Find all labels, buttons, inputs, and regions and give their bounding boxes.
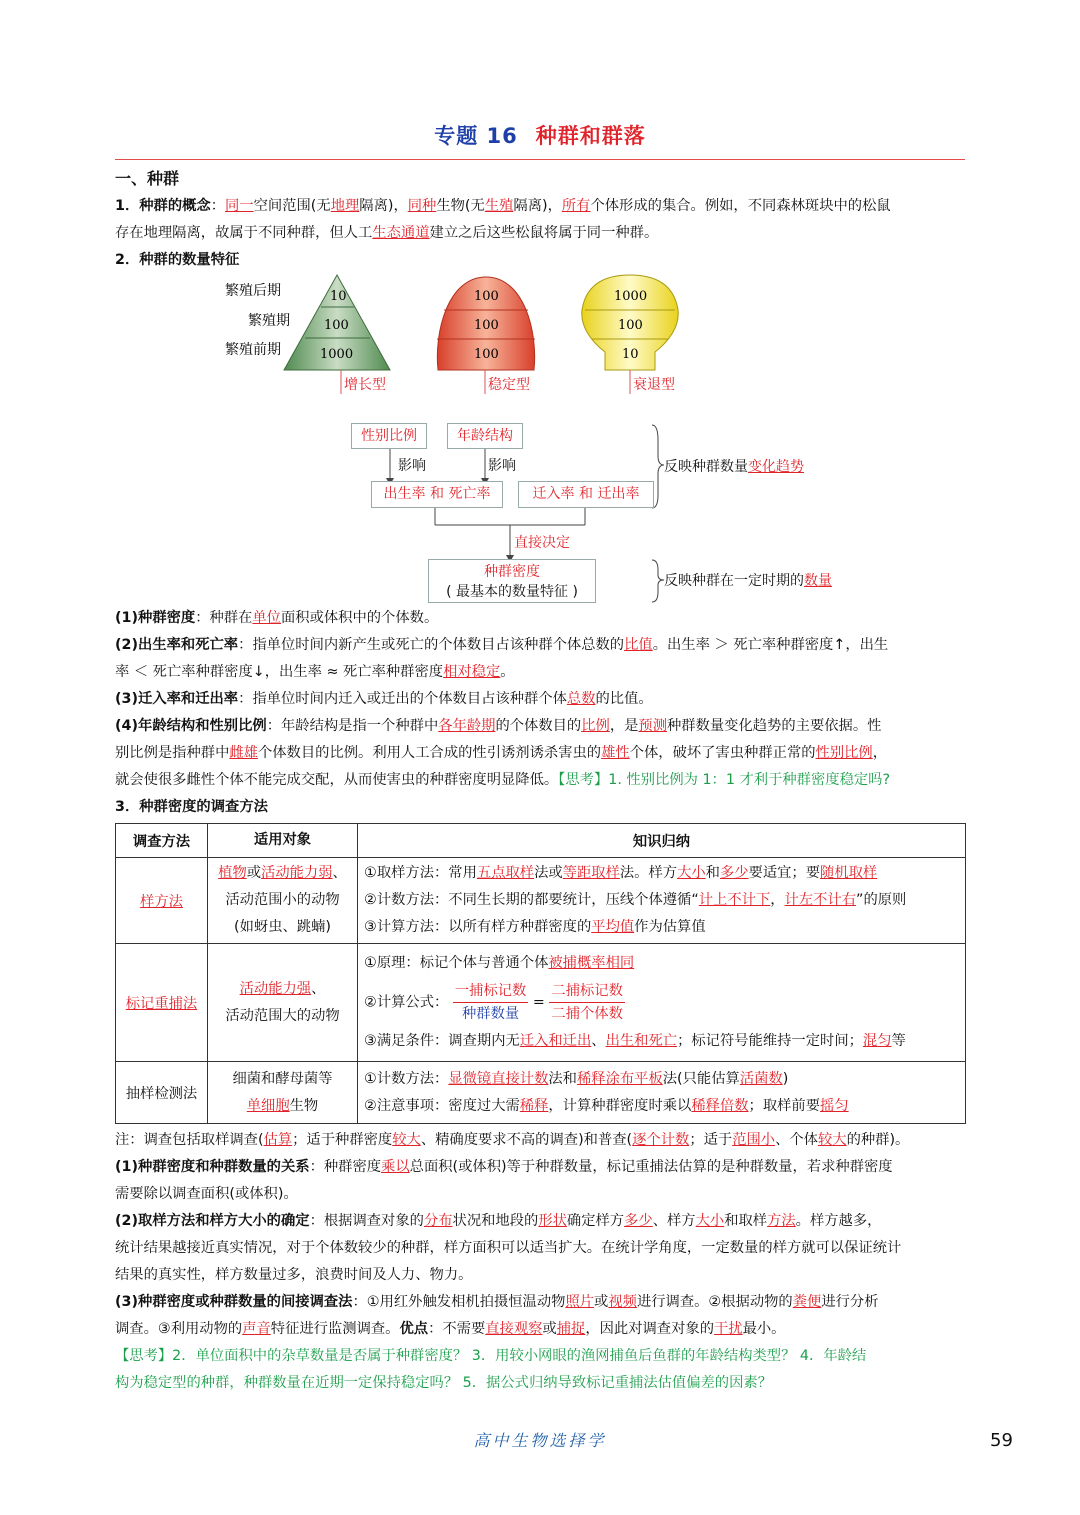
text: 和取样 xyxy=(724,1213,768,1229)
text: (如蚜虫、跳蝻) xyxy=(234,919,331,935)
text: 、 xyxy=(332,865,347,881)
text: 反映种群在一定时期的 xyxy=(664,573,804,589)
text: 状况和地段的 xyxy=(452,1213,539,1229)
key-term: 平均值 xyxy=(591,919,635,935)
notes xyxy=(115,1127,965,1397)
key-term: 活动能力弱 xyxy=(261,865,333,881)
formula-fraction xyxy=(453,980,528,1025)
text: 法和 xyxy=(548,1070,577,1087)
table-header-row xyxy=(116,824,966,858)
think-question: 【思考】2．单位面积中的杂草数量是否属于种群密度？ 3．用较小网眼的渔网捕鱼后鱼群的年龄结构类型？ 4．年龄结 xyxy=(115,1348,867,1364)
key-term: 被捕概率相同 xyxy=(548,955,635,971)
sex-ratio-box: 性别比例 xyxy=(351,423,427,449)
col-header: 知识归纳 xyxy=(358,824,966,858)
key-term: 干扰 xyxy=(714,1321,743,1337)
pyramid-label: 繁殖期 xyxy=(248,313,290,329)
key-term: 较大 xyxy=(392,1132,421,1148)
text: 率 ＜ 死亡率种群密度↓，出生率 ≈ 死亡率种群密度 xyxy=(115,664,444,680)
text: 建立之后这些松鼠将属于同一种群。 xyxy=(429,225,659,241)
footer-brand: 高中生物选择学 xyxy=(473,1431,607,1450)
key-term: 摇匀 xyxy=(820,1097,849,1114)
key-term: 植物 xyxy=(218,865,247,881)
numerator: 一捕标记数 xyxy=(453,980,528,1003)
method-name: 样方法 xyxy=(140,893,183,910)
key-term: 出生和死亡 xyxy=(605,1033,678,1049)
key-term: 雌雄 xyxy=(229,745,258,761)
col-header: 调查方法 xyxy=(116,824,208,858)
quantity-heading: 2．种群的数量特征 xyxy=(115,252,240,268)
def-heading: (2)出生率和死亡率 xyxy=(115,637,239,653)
text: 等 xyxy=(891,1033,906,1049)
key-term: 性别比例 xyxy=(815,745,873,761)
key-term: 生殖 xyxy=(484,198,514,214)
pyramid-value: 10 xyxy=(622,347,639,362)
text: ；适于 xyxy=(689,1132,733,1148)
method-name: 抽样检测法 xyxy=(125,1085,198,1102)
survey-methods-table xyxy=(115,823,966,1124)
key-term: 比例 xyxy=(581,718,610,734)
text: 隔离)， xyxy=(359,198,408,214)
def-heading: (4)年龄结构和性别比例 xyxy=(115,718,267,734)
section-heading: 一、种群 xyxy=(115,169,180,188)
text: 个体数目的比例。利用人工合成的性引诱剂诱杀害虫的 xyxy=(257,745,602,761)
denominator: 种群数量 xyxy=(462,1006,520,1022)
text: 、样方 xyxy=(652,1213,696,1229)
concept-paragraph xyxy=(115,193,965,247)
denominator: 二捕个体数 xyxy=(551,1006,623,1022)
key-term: 声音 xyxy=(242,1321,271,1337)
key-term: 迁入和迁出 xyxy=(519,1033,592,1049)
note-heading: (2)取样方法和样方大小的确定 xyxy=(115,1213,310,1229)
key-term: 分布 xyxy=(423,1213,453,1229)
text: ：指单位时间内迁入或迁出的个体数目占该种群个体 xyxy=(238,691,567,707)
key-term: 优点 xyxy=(399,1321,429,1337)
pyramid-value: 100 xyxy=(474,289,499,304)
age-structure-box: 年龄结构 xyxy=(447,423,523,449)
text: 别比例是指种群中 xyxy=(115,745,230,761)
table-row xyxy=(116,1062,966,1124)
type-label: 稳定型 xyxy=(488,377,530,393)
key-term: 多少 xyxy=(624,1213,653,1229)
key-term: 各年龄期 xyxy=(438,718,496,734)
topic-name: 种群和群落 xyxy=(535,124,646,148)
equals-sign: = xyxy=(532,994,545,1011)
page-number: 59 xyxy=(990,1430,1013,1451)
text: 细菌和酵母菌等 xyxy=(232,1070,333,1087)
text: 就会使很多雌性个体不能完成交配，从而使害虫的种群密度明显降低。 xyxy=(115,772,559,788)
key-term: 五点取样 xyxy=(476,865,535,881)
pyramid-value: 10 xyxy=(330,289,347,304)
key-term: 照片 xyxy=(565,1294,595,1310)
key-term: 生态通道 xyxy=(372,225,430,241)
text: 个体形成的集合。例如，不同森林斑块中的松鼠 xyxy=(590,198,891,214)
text: 存在地理隔离，故属于不同种群，但人工 xyxy=(115,225,373,241)
text: 活动范围大的动物 xyxy=(225,1007,340,1024)
key-term: 方法 xyxy=(767,1213,796,1229)
survey-heading: 3．种群密度的调查方法 xyxy=(115,799,268,815)
text: ③满足条件：调查期内无 xyxy=(364,1033,520,1049)
text: ①原理：标记个体与普通个体 xyxy=(364,955,549,971)
text: ②计数方法：不同生长期的都要统计，压线个体遵循“ xyxy=(364,892,699,908)
text: 活动范围小的动物 xyxy=(225,892,340,908)
key-term: 随机取样 xyxy=(820,865,878,881)
text: 调查。③利用动物的 xyxy=(115,1321,243,1337)
pyramid-value: 100 xyxy=(474,347,499,362)
key-term: 计上不计下 xyxy=(698,892,771,908)
text: ： xyxy=(210,198,226,214)
key-term: 较大 xyxy=(817,1132,847,1148)
text: 作为估算值 xyxy=(634,919,706,935)
brace-note xyxy=(664,456,804,476)
key-term: 估算 xyxy=(263,1132,293,1148)
migration-box: 迁入率 和 迁出率 xyxy=(518,481,654,508)
key-term: 变化趋势 xyxy=(748,459,804,475)
text: 进行分析 xyxy=(821,1294,879,1310)
text: 特征进行监测调查。 xyxy=(270,1321,400,1337)
age-structure-diagram xyxy=(220,272,700,397)
text: 空间范围(无 xyxy=(253,198,331,214)
affect-label: 影响 xyxy=(398,458,426,474)
key-term: 混匀 xyxy=(862,1033,892,1049)
key-term: 形状 xyxy=(538,1213,567,1229)
text: ，是 xyxy=(609,718,639,734)
text: 需要除以调查面积(或体积)。 xyxy=(115,1186,298,1202)
text: 结果的真实性，样方数量过多，浪费时间及人力、物力。 xyxy=(115,1267,473,1283)
key-term: 大小 xyxy=(695,1213,725,1229)
key-term: 乘以 xyxy=(381,1159,410,1175)
text: 或 xyxy=(246,865,262,881)
key-term: 稀释涂布平板 xyxy=(576,1070,663,1087)
text: 个体，破坏了害虫种群正常的 xyxy=(629,745,816,761)
key-term: 显微镜直接计数 xyxy=(448,1070,549,1087)
text: ：根据调查对象的 xyxy=(309,1213,424,1229)
text: 。出生率 ＞ 死亡率种群密度↑，出生 xyxy=(652,637,889,653)
text: 的比值。 xyxy=(595,691,653,707)
note-heading: (3)种群密度或种群数量的间接调查法 xyxy=(115,1294,353,1310)
brace-note xyxy=(664,570,832,590)
text: 或 xyxy=(594,1294,609,1310)
text: 。 xyxy=(500,664,515,680)
pyramid-value: 100 xyxy=(618,318,643,333)
text: 隔离)， xyxy=(513,198,562,214)
text: 和 xyxy=(705,865,720,881)
think-question: 构为稳定型的种群，种群数量在近期一定保持稳定吗？ 5．据公式归纳导致标记重捕法估值偏差的因素？ xyxy=(115,1375,772,1391)
note-heading: (1)种群密度和种群数量的关系 xyxy=(115,1159,310,1175)
key-term: 视频 xyxy=(608,1294,637,1310)
page-title xyxy=(0,120,1080,150)
text: ；标记符号能维持一定时间； xyxy=(677,1033,863,1049)
text: ：种群密度 xyxy=(309,1159,382,1175)
key-term: 地理 xyxy=(330,198,360,214)
text: 生物 xyxy=(289,1097,319,1114)
text: 法(只能估算 xyxy=(662,1070,740,1087)
density-title: 种群密度 xyxy=(484,564,540,580)
def-heading: (3)迁入率和迁出率 xyxy=(115,691,239,707)
key-term: 同种 xyxy=(407,198,437,214)
density-sub: ( 最基本的数量特征 ) xyxy=(446,584,578,600)
object-cell xyxy=(208,858,358,944)
key-term: 稀释倍数 xyxy=(691,1097,749,1114)
key-term: 活动能力强 xyxy=(239,980,312,997)
text: ：年龄结构是指一个种群中 xyxy=(266,718,439,734)
pyramid-label: 繁殖后期 xyxy=(225,283,281,299)
text: ：①用红外触发相机拍摄恒温动物 xyxy=(352,1294,566,1310)
text: ，因此对调查对象的 xyxy=(585,1321,714,1337)
key-term: 预测 xyxy=(638,718,667,734)
key-term: 捕捉 xyxy=(556,1321,586,1337)
col-header: 适用对象 xyxy=(208,824,358,858)
text: 种群数量变化趋势的主要依据。性 xyxy=(667,718,882,734)
text: ②注意事项：密度过大需 xyxy=(364,1097,520,1114)
text: ，计算种群密度时乘以 xyxy=(548,1097,692,1114)
text: 统计结果越接近真实情况，对于个体数较少的种群，样方面积可以适当扩大。在统计学角度，一定数量的样方就可以保证统计 xyxy=(115,1240,902,1256)
text: ③计算方法：以所有样方种群密度的 xyxy=(364,919,592,935)
text: 、 xyxy=(311,980,326,997)
text: ；适于种群密度 xyxy=(292,1132,393,1148)
pyramid-label: 繁殖前期 xyxy=(225,342,281,358)
text: 要适宜；要 xyxy=(748,865,821,881)
density-box xyxy=(428,559,596,603)
text: 进行调查。②根据动物的 xyxy=(636,1294,793,1310)
text: ①取样方法：常用 xyxy=(364,865,477,881)
text: 、个体 xyxy=(775,1132,818,1148)
table-row xyxy=(116,944,966,1062)
formula-fraction xyxy=(549,980,624,1025)
affect-label: 影响 xyxy=(488,458,516,474)
text: 、 xyxy=(591,1033,606,1049)
key-term: 计左不计右 xyxy=(784,892,857,908)
text: ：指单位时间内新产生或死亡的个体数目占该种群个体总数的 xyxy=(238,637,625,653)
text: ②计算公式： xyxy=(364,994,449,1011)
text: ：不需要 xyxy=(428,1321,486,1337)
key-term: 直接观察 xyxy=(485,1321,543,1337)
text: ”的原则 xyxy=(856,892,907,908)
key-term: 等距取样 xyxy=(562,865,620,881)
text: ， xyxy=(872,745,888,761)
pyramid-value: 1000 xyxy=(614,289,648,304)
key-term: 相对稳定 xyxy=(443,664,501,680)
type-label: 衰退型 xyxy=(633,377,675,393)
key-term: 雄性 xyxy=(601,745,630,761)
key-term: 粪便 xyxy=(792,1294,822,1310)
object-cell xyxy=(208,944,358,1062)
knowledge-cell xyxy=(358,944,966,1062)
text: 或 xyxy=(542,1321,557,1337)
text: ；取样前要 xyxy=(748,1097,821,1114)
key-term: 同一 xyxy=(225,198,254,214)
pyramid-value: 1000 xyxy=(320,347,354,362)
concept-heading: 1．种群的概念 xyxy=(115,198,211,214)
text: 最小。 xyxy=(742,1321,786,1337)
key-term: 稀释 xyxy=(519,1097,549,1114)
method-name: 标记重捕法 xyxy=(125,995,198,1012)
knowledge-cell xyxy=(358,858,966,944)
pyramid-value: 100 xyxy=(324,318,349,333)
key-term: 单细胞 xyxy=(246,1097,290,1114)
key-term: 逐个计数 xyxy=(632,1132,690,1148)
text: ) xyxy=(782,1070,789,1087)
key-term: 范围小 xyxy=(732,1132,776,1148)
text: 法或 xyxy=(534,865,563,881)
text: ， xyxy=(770,892,785,908)
text: 、精确度要求不高的调查)和普查( xyxy=(420,1132,633,1148)
topic-number: 专题 16 xyxy=(434,124,518,148)
birth-death-box: 出生率 和 死亡率 xyxy=(371,481,503,508)
key-term: 所有 xyxy=(561,198,591,214)
text: ①计数方法： xyxy=(364,1070,449,1087)
text: 生物(无 xyxy=(436,198,485,214)
text: 反映种群数量 xyxy=(664,459,748,475)
key-term: 总数 xyxy=(566,691,596,707)
text: ：种群在 xyxy=(195,610,253,626)
pyramid-value: 100 xyxy=(474,318,499,333)
key-term: 数量 xyxy=(804,573,832,589)
text: 总面积(或体积)等于种群数量，标记重捕法估算的是种群数量，若求种群密度 xyxy=(409,1159,893,1175)
text: 的个体数目的 xyxy=(495,718,582,734)
text: 的种群)。 xyxy=(846,1132,910,1148)
key-term: 比值 xyxy=(624,637,653,653)
think-question: 【思考】1. 性别比例为 1：1 才利于种群密度稳定吗? xyxy=(558,772,891,788)
text: 确定样方 xyxy=(566,1213,625,1229)
table-row xyxy=(116,858,966,944)
key-term: 单位 xyxy=(252,610,281,626)
decide-label: 直接决定 xyxy=(514,535,570,551)
knowledge-cell xyxy=(358,1062,966,1124)
text: 面积或体积中的个体数。 xyxy=(280,610,439,626)
key-term: 大小 xyxy=(677,865,706,881)
definitions xyxy=(115,605,965,821)
text: 注：调查包括取样调查( xyxy=(115,1132,264,1148)
text: 法。样方 xyxy=(619,865,678,881)
object-cell xyxy=(208,1062,358,1124)
numerator: 二捕标记数 xyxy=(549,980,624,1003)
text: 。样方越多， xyxy=(795,1213,882,1229)
def-heading: (1)种群密度 xyxy=(115,610,196,626)
key-term: 活菌数 xyxy=(739,1070,783,1087)
key-term: 多少 xyxy=(719,865,749,881)
type-label: 增长型 xyxy=(344,377,386,393)
title-divider xyxy=(115,159,965,160)
